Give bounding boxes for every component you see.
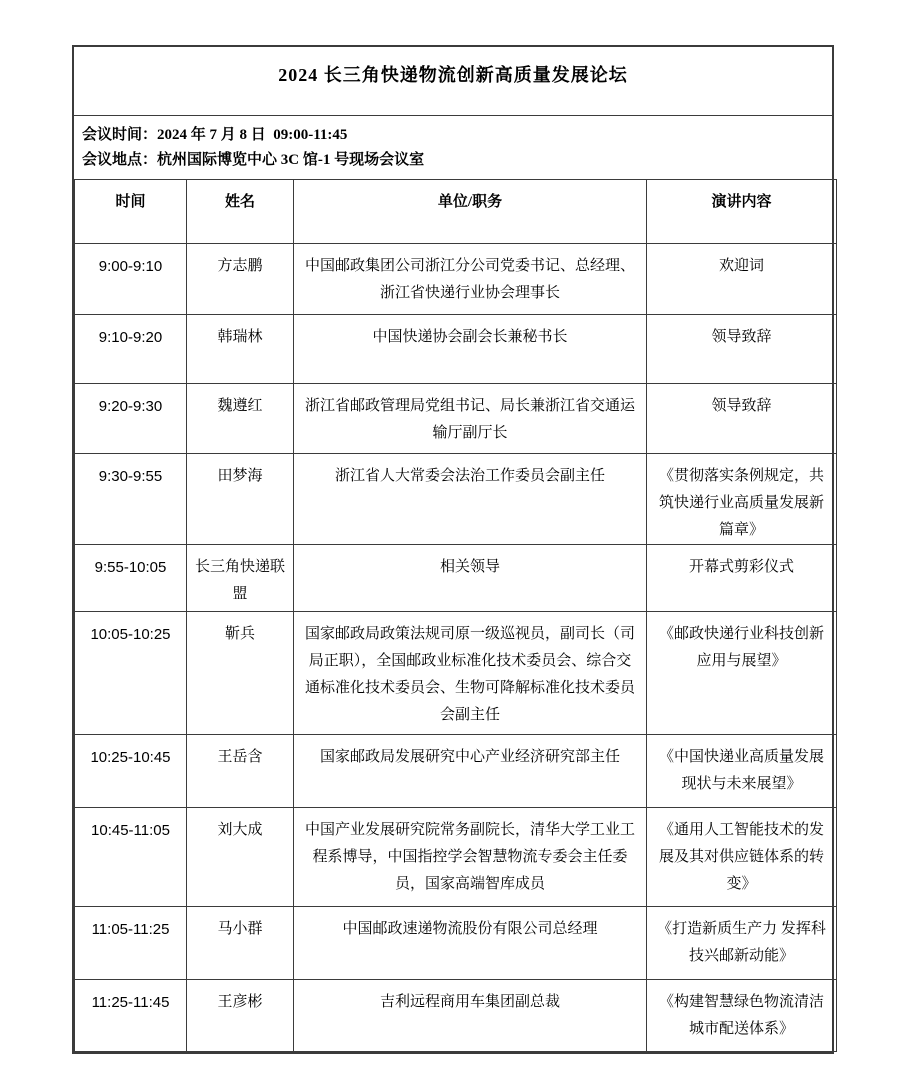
cell-org: 中国快递协会副会长兼秘书长	[294, 315, 647, 384]
cell-org: 国家邮政局发展研究中心产业经济研究部主任	[294, 735, 647, 808]
cell-name: 韩瑞林	[187, 315, 294, 384]
cell-org: 中国邮政速递物流股份有限公司总经理	[294, 907, 647, 980]
meeting-time-line: 会议时间：2024 年 7 月 8 日 09:00-11:45	[82, 127, 348, 143]
cell-name: 田梦海	[187, 454, 294, 545]
table-header-row	[75, 180, 837, 244]
cell-name: 魏遵红	[187, 384, 294, 454]
cell-name: 长三角快递联盟	[187, 545, 294, 612]
cell-org: 中国邮政集团公司浙江分公司党委书记、总经理、浙江省快递行业协会理事长	[294, 244, 647, 315]
cell-name: 王岳含	[187, 735, 294, 808]
cell-name: 方志鹏	[187, 244, 294, 315]
meeting-info-section	[74, 116, 832, 179]
cell-org: 相关领导	[294, 545, 647, 612]
cell-org: 浙江省人大常委会法治工作委员会副主任	[294, 454, 647, 545]
cell-name: 刘大成	[187, 808, 294, 907]
schedule-body	[75, 244, 837, 1052]
cell-name: 王彦彬	[187, 980, 294, 1052]
cell-time: 9:00-9:10	[75, 244, 187, 315]
cell-time: 11:05-11:25	[75, 907, 187, 980]
table-row	[75, 545, 837, 612]
cell-time: 11:25-11:45	[75, 980, 187, 1052]
cell-time: 9:20-9:30	[75, 384, 187, 454]
cell-name: 马小群	[187, 907, 294, 980]
cell-topic: 《邮政快递行业科技创新应用与展望》	[647, 612, 837, 735]
cell-org: 中国产业发展研究院常务副院长，清华大学工业工程系博导，中国指控学会智慧物流专委会主任委员，国家高端智库成员	[294, 808, 647, 907]
cell-topic: 欢迎词	[647, 244, 837, 315]
cell-topic: 《打造新质生产力 发挥科技兴邮新动能》	[647, 907, 837, 980]
cell-org: 吉利远程商用车集团副总裁	[294, 980, 647, 1052]
table-row	[75, 907, 837, 980]
table-row	[75, 735, 837, 808]
cell-topic: 《贯彻落实条例规定，共筑快递行业高质量发展新篇章》	[647, 454, 837, 545]
cell-topic: 《中国快递业高质量发展现状与未来展望》	[647, 735, 837, 808]
table-row	[75, 808, 837, 907]
table-row	[75, 454, 837, 545]
page-title: 2024 长三角快递物流创新高质量发展论坛	[278, 65, 628, 85]
cell-time: 10:25-10:45	[75, 735, 187, 808]
schedule-table	[74, 179, 837, 1052]
cell-time: 9:10-9:20	[75, 315, 187, 384]
header-time: 时间	[75, 180, 187, 244]
table-row	[75, 612, 837, 735]
header-org: 单位/职务	[294, 180, 647, 244]
cell-time: 10:05-10:25	[75, 612, 187, 735]
cell-time: 10:45-11:05	[75, 808, 187, 907]
cell-time: 9:55-10:05	[75, 545, 187, 612]
cell-org: 浙江省邮政管理局党组书记、局长兼浙江省交通运输厅副厅长	[294, 384, 647, 454]
cell-topic: 《通用人工智能技术的发展及其对供应链体系的转变》	[647, 808, 837, 907]
table-row	[75, 244, 837, 315]
cell-topic: 领导致辞	[647, 384, 837, 454]
cell-name: 靳兵	[187, 612, 294, 735]
agenda-document	[72, 45, 834, 1054]
cell-time: 9:30-9:55	[75, 454, 187, 545]
cell-topic: 《构建智慧绿色物流清洁城市配送体系》	[647, 980, 837, 1052]
header-name: 姓名	[187, 180, 294, 244]
table-row	[75, 384, 837, 454]
header-topic: 演讲内容	[647, 180, 837, 244]
cell-org: 国家邮政局政策法规司原一级巡视员，副司长（司局正职），全国邮政业标准化技术委员会、综合交通标准化技术委员会、生物可降解标准化技术委员会副主任	[294, 612, 647, 735]
cell-topic: 开幕式剪彩仪式	[647, 545, 837, 612]
table-row	[75, 315, 837, 384]
cell-topic: 领导致辞	[647, 315, 837, 384]
title-section	[74, 47, 832, 116]
meeting-place-line: 会议地点：杭州国际博览中心 3C 馆-1 号现场会议室	[82, 152, 425, 168]
table-row	[75, 980, 837, 1052]
